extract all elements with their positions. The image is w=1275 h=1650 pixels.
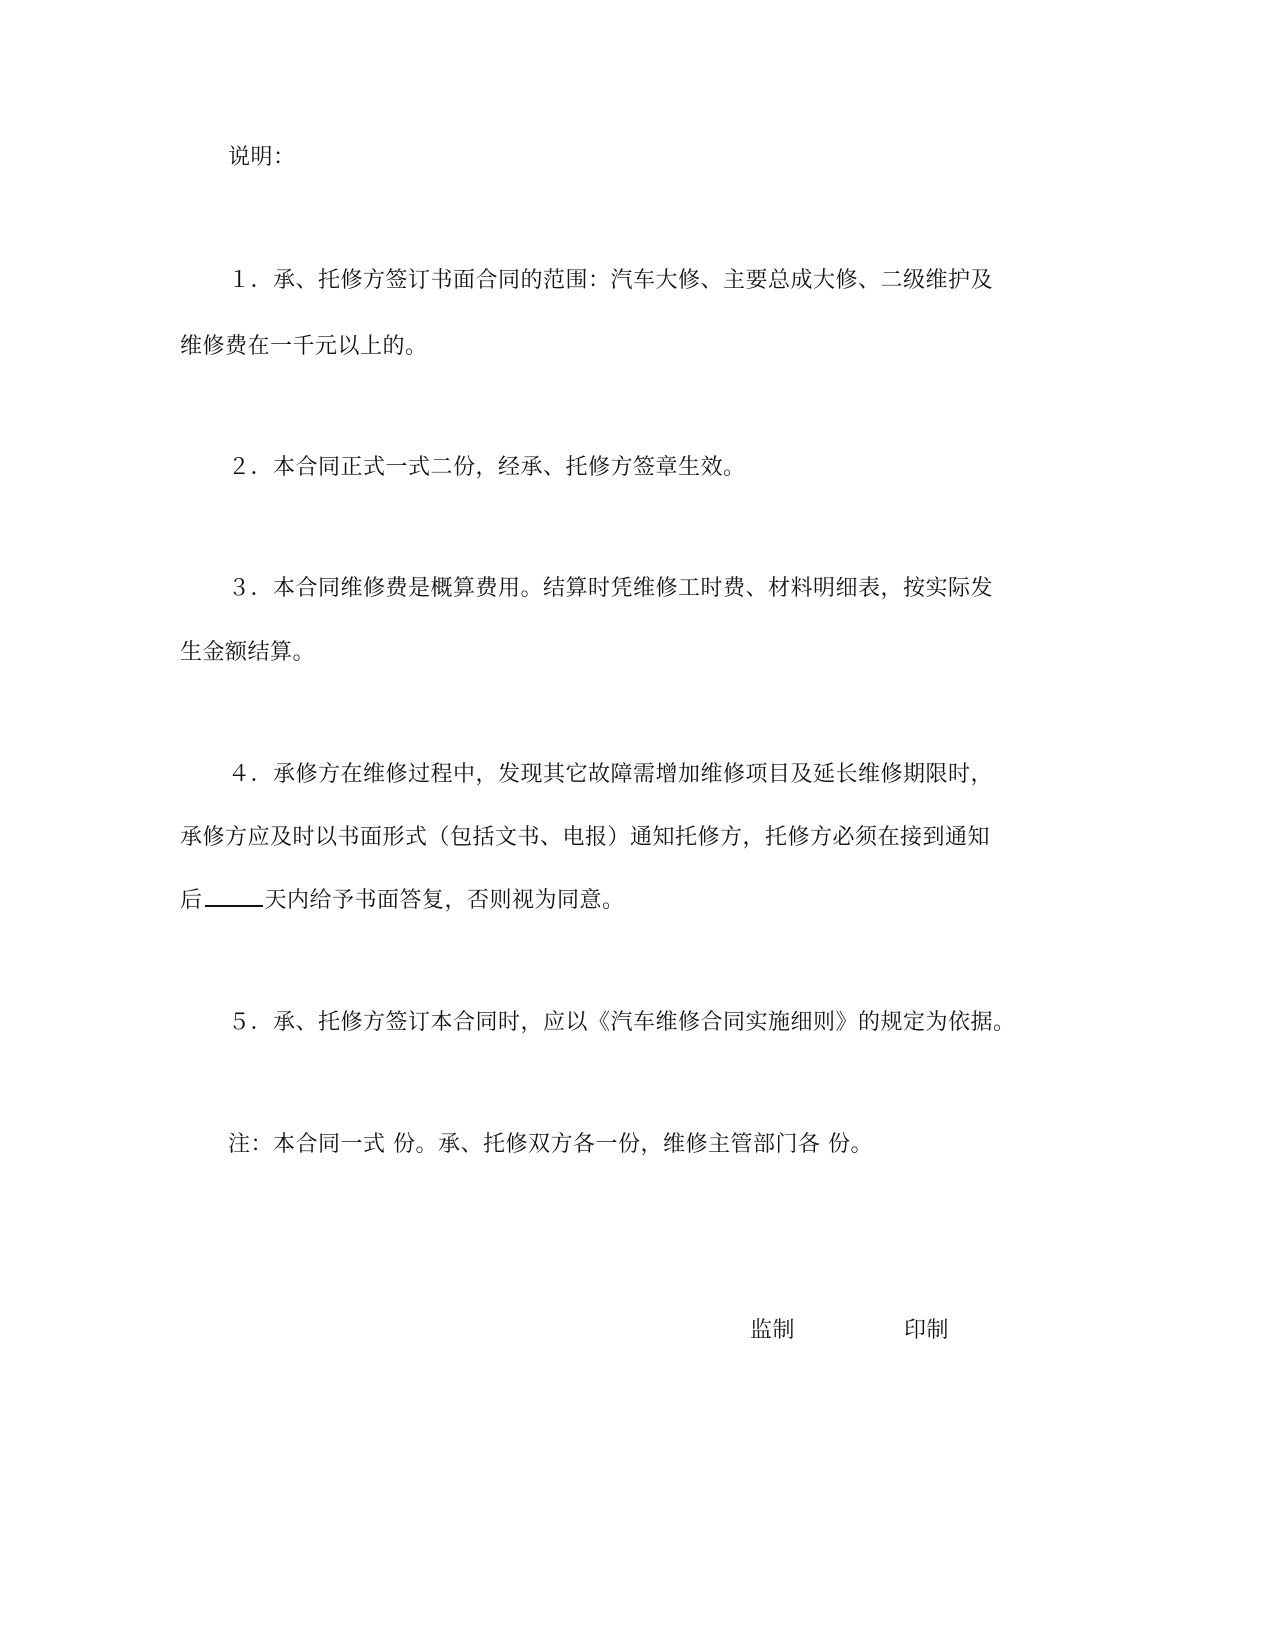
item-1-line-2: 维修费在一千元以上的。 — [180, 334, 428, 359]
item-2-line-1: ２．本合同正式一式二份，经承、托修方签章生效。 — [228, 455, 746, 480]
item-4-line-3-suffix: 天内给予书面答复，否则视为同意。 — [264, 888, 625, 913]
footer-print: 印制 — [904, 1318, 950, 1343]
item-3-line-2: 生金额结算。 — [180, 640, 316, 665]
item-4-line-1: ４．承修方在维修过程中，发现其它故障需增加维修项目及延长维修期限时， — [228, 762, 994, 787]
item-4-line-3-prefix: 后 — [180, 888, 203, 913]
item-1-line-1: １．承、托修方签订书面合同的范围：汽车大修、主要总成大修、二级维护及 — [228, 268, 994, 293]
item-4-line-3 — [180, 883, 625, 916]
days-blank-field — [205, 883, 263, 907]
note: 注：本合同一式 份。承、托修双方各一份，维修主管部门各 份。 — [228, 1132, 873, 1157]
heading: 说明： — [228, 145, 296, 170]
item-3-line-1: ３．本合同维修费是概算费用。结算时凭维修工时费、材料明细表，按实际发 — [228, 576, 994, 601]
footer-supervise: 监制 — [750, 1318, 796, 1343]
item-5-line-1: ５．承、托修方签订本合同时，应以《汽车维修合同实施细则》的规定为依据。 — [228, 1010, 1016, 1035]
item-4-line-2: 承修方应及时以书面形式（包括文书、电报）通知托修方，托修方必须在接到通知 — [180, 825, 991, 850]
